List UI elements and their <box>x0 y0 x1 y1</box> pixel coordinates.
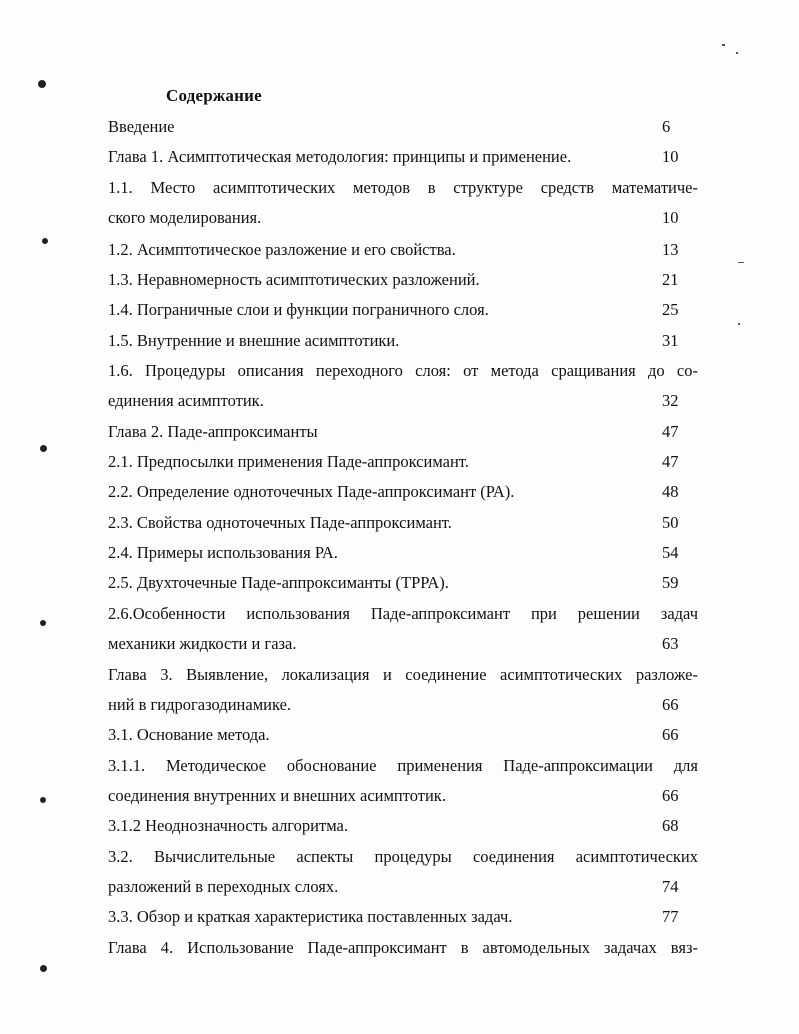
toc-entry-page-number: 54 <box>662 543 679 562</box>
toc-entry-text: 2.1. Предпосылки применения Паде-аппроксимант. <box>108 452 469 471</box>
toc-entry-page-number: 32 <box>662 391 679 410</box>
toc-entry-text: Глава 4. Использование Паде-аппроксимант в автомодельных задачах вяз- <box>108 938 698 957</box>
toc-entry-text: 1.2. Асимптотическое разложение и его свойства. <box>108 240 456 259</box>
toc-entry-text: Глава 1. Асимптотическая методология: принципы и применение. <box>108 147 572 166</box>
toc-entry-page-number: 10 <box>662 147 679 166</box>
binder-hole-mark <box>40 445 47 452</box>
toc-entry-text: 1.6. Процедуры описания переходного слоя: от метода сращивания до со- <box>108 361 698 380</box>
toc-entry-text: ний в гидрогазодинамике. <box>108 695 292 714</box>
scan-speck <box>722 44 725 46</box>
toc-entry-page-number: 66 <box>662 786 679 805</box>
toc-entry-text: Введение <box>108 117 175 136</box>
toc-entry-text: механики жидкости и газа. <box>108 634 297 653</box>
toc-entry-page-number: 59 <box>662 573 679 592</box>
toc-entry-text: 3.1.1. Методическое обоснование применения Паде-аппроксимации для <box>108 756 698 775</box>
toc-entry-text: разложений в переходных слоях. <box>108 877 339 896</box>
binder-hole-mark <box>40 620 46 626</box>
toc-entry-page-number: 25 <box>662 300 679 319</box>
toc-entry-page-number: 74 <box>662 877 679 896</box>
toc-entry-page-number: 31 <box>662 331 679 350</box>
toc-entry-page-number: 66 <box>662 725 679 744</box>
toc-entry-page-number: 47 <box>662 452 679 471</box>
toc-entry-page-number: 47 <box>662 422 679 441</box>
toc-entry-text: Глава 2. Паде-аппроксиманты <box>108 422 318 441</box>
binder-hole-mark <box>40 965 47 972</box>
binder-hole-mark <box>38 80 46 88</box>
toc-entry-page-number: 66 <box>662 695 679 714</box>
toc-entry-text: 3.1. Основание метода. <box>108 725 270 744</box>
toc-entry-text: 3.3. Обзор и краткая характеристика поставленных задач. <box>108 907 513 926</box>
toc-entry-text: 2.3. Свойства одноточечных Паде-аппроксимант. <box>108 513 452 532</box>
toc-entry-page-number: 68 <box>662 816 679 835</box>
toc-entry-text: ского моделирования. <box>108 208 262 227</box>
toc-entry-text: 3.1.2 Неоднозначность алгоритма. <box>108 816 348 835</box>
toc-entry-text: 1.4. Пограничные слои и функции пограничного слоя. <box>108 300 489 319</box>
toc-entry-text: 2.5. Двухточечные Паде-аппроксиманты (ТРРА). <box>108 573 449 592</box>
toc-entry-text: 2.4. Примеры использования РА. <box>108 543 338 562</box>
toc-entry-text: 3.2. Вычислительные аспекты процедуры соединения асимптотических <box>108 847 698 866</box>
toc-entry-page-number: 6 <box>662 117 671 136</box>
scan-speck <box>736 52 738 54</box>
toc-title: Содержание <box>166 86 262 105</box>
toc-entry-page-number: 50 <box>662 513 679 532</box>
binder-hole-mark <box>42 238 48 244</box>
toc-entry-text: соединения внутренних и внешних асимптотик. <box>108 786 446 805</box>
toc-entry-page-number: 48 <box>662 482 679 501</box>
toc-entry-page-number: 77 <box>662 907 679 926</box>
toc-entry-text: единения асимптотик. <box>108 391 264 410</box>
toc-entry-text: 1.1. Место асимптотических методов в структуре средств математиче- <box>108 178 698 197</box>
toc-entry-page-number: 63 <box>662 634 679 653</box>
toc-entry-text: 1.5. Внутренние и внешние асимптотики. <box>108 331 400 350</box>
toc-entry-text: 2.2. Определение одноточечных Паде-аппроксимант (РА). <box>108 482 515 501</box>
toc-entry-page-number: 10 <box>662 208 679 227</box>
scan-speck <box>738 323 740 325</box>
toc-entry-text: 1.3. Неравномерность асимптотических разложений. <box>108 270 480 289</box>
scan-speck <box>738 262 744 263</box>
toc-entry-text: Глава 3. Выявление, локализация и соединение асимптотических разложе- <box>108 665 698 684</box>
binder-hole-mark <box>40 797 46 803</box>
toc-entry-text: 2.6.Особенности использования Паде-аппроксимант при решении задач <box>108 604 698 623</box>
toc-entry-page-number: 13 <box>662 240 679 259</box>
toc-entry-page-number: 21 <box>662 270 679 289</box>
